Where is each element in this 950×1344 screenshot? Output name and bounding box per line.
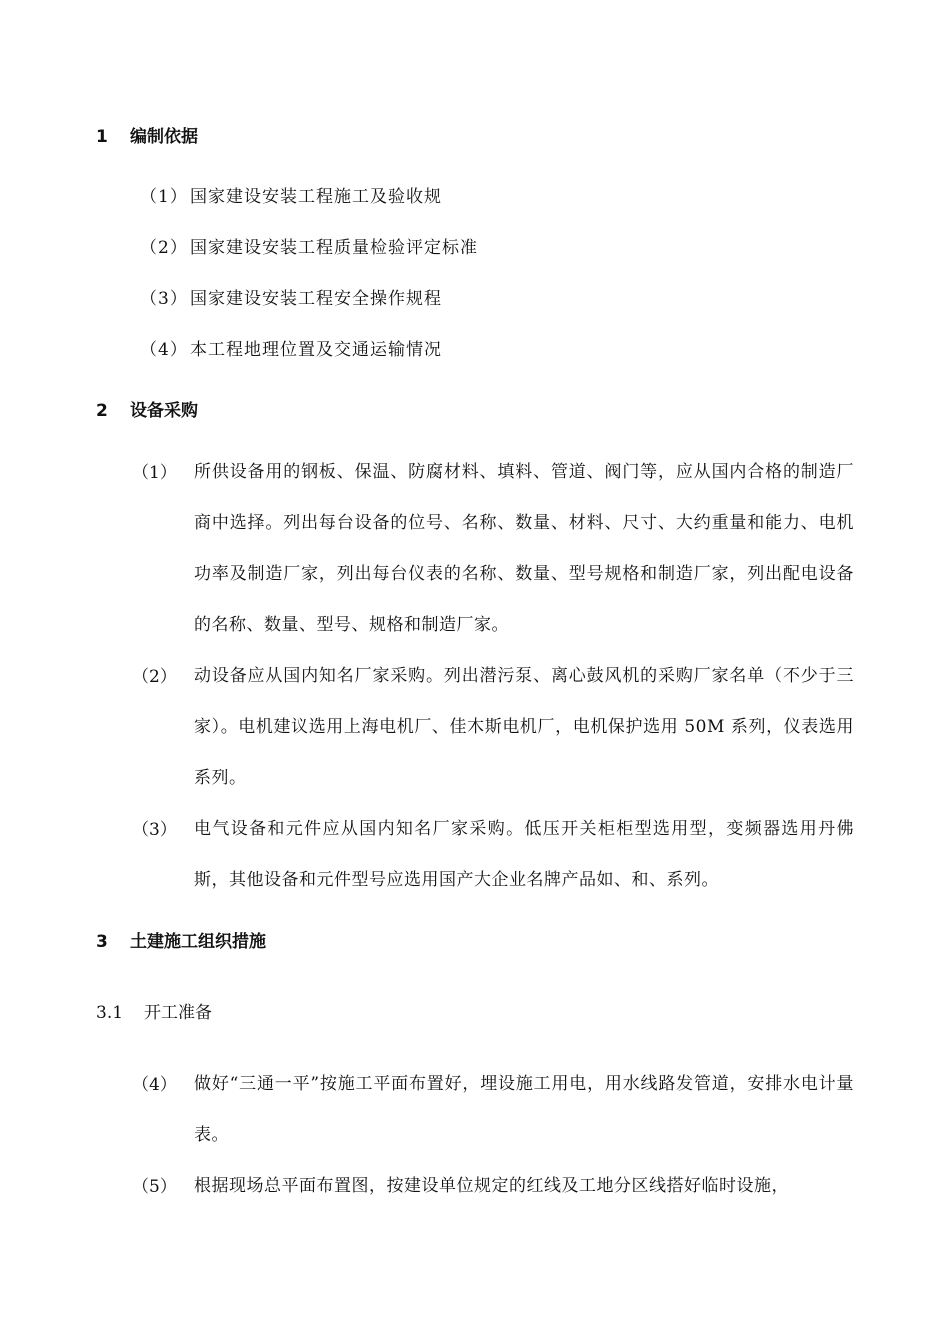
section-title: 编制依据 (130, 127, 198, 147)
subsection-number: 3.1 (96, 1003, 124, 1023)
list-item (140, 339, 442, 361)
list-paragraph: 动设备应从国内知名厂家采购。列出潜污泵、离心鼓风机的采购厂家名单（不少于三家）。电机建议选用上海电机厂、佳木斯电机厂，电机保护选用 50M 系列，仪表选用系列。 (194, 666, 854, 788)
list-paragraph: 所供设备用的钢板、保温、防腐材料、填料、管道、阀门等，应从国内合格的制造厂商中选择。列出每台设备的位号、名称、数量、材料、尺寸、大约重量和能力、电机功率及制造厂家，列出每台仪表的名称、数量、型号规格和制造厂家，列出配电设备的名称、数量、型号、规格和制造厂家。 (194, 462, 854, 635)
list-marker: （4） (140, 340, 188, 360)
list-paragraph: 根据现场总平面布置图，按建设单位规定的红线及工地分区线搭好临时设施， (194, 1176, 789, 1196)
section-title: 土建施工组织措施 (130, 932, 266, 952)
section-number: 2 (96, 401, 108, 421)
list-item (140, 288, 442, 310)
list-item (140, 186, 442, 208)
list-text: 国家建设安装工程施工及验收规 (190, 187, 442, 207)
list-marker: （1） (132, 463, 177, 483)
list-marker: （4） (132, 1075, 177, 1095)
list-marker: （2） (140, 238, 188, 258)
list-item (140, 237, 478, 259)
list-text: 本工程地理位置及交通运输情况 (190, 340, 442, 360)
list-marker: （2） (132, 667, 177, 687)
section-title: 设备采购 (130, 401, 198, 421)
list-marker: （3） (132, 820, 177, 840)
list-paragraph: 电气设备和元件应从国内知名厂家采购。低压开关柜柜型选用型，变频器选用丹佛斯，其他设备和元件型号应选用国产大企业名牌产品如、和、系列。 (194, 819, 854, 890)
section-number: 1 (96, 127, 108, 147)
list-text: 国家建设安装工程安全操作规程 (190, 289, 442, 309)
list-marker: （3） (140, 289, 188, 309)
list-paragraph: 做好“三通一平”按施工平面布置好，埋设施工用电，用水线路发管道，安排水电计量表。 (194, 1074, 854, 1145)
list-marker: （1） (140, 187, 188, 207)
list-text: 国家建设安装工程质量检验评定标准 (190, 238, 478, 258)
list-marker: （5） (132, 1177, 177, 1197)
subsection-title: 开工准备 (144, 1003, 212, 1023)
section-number: 3 (96, 932, 108, 952)
